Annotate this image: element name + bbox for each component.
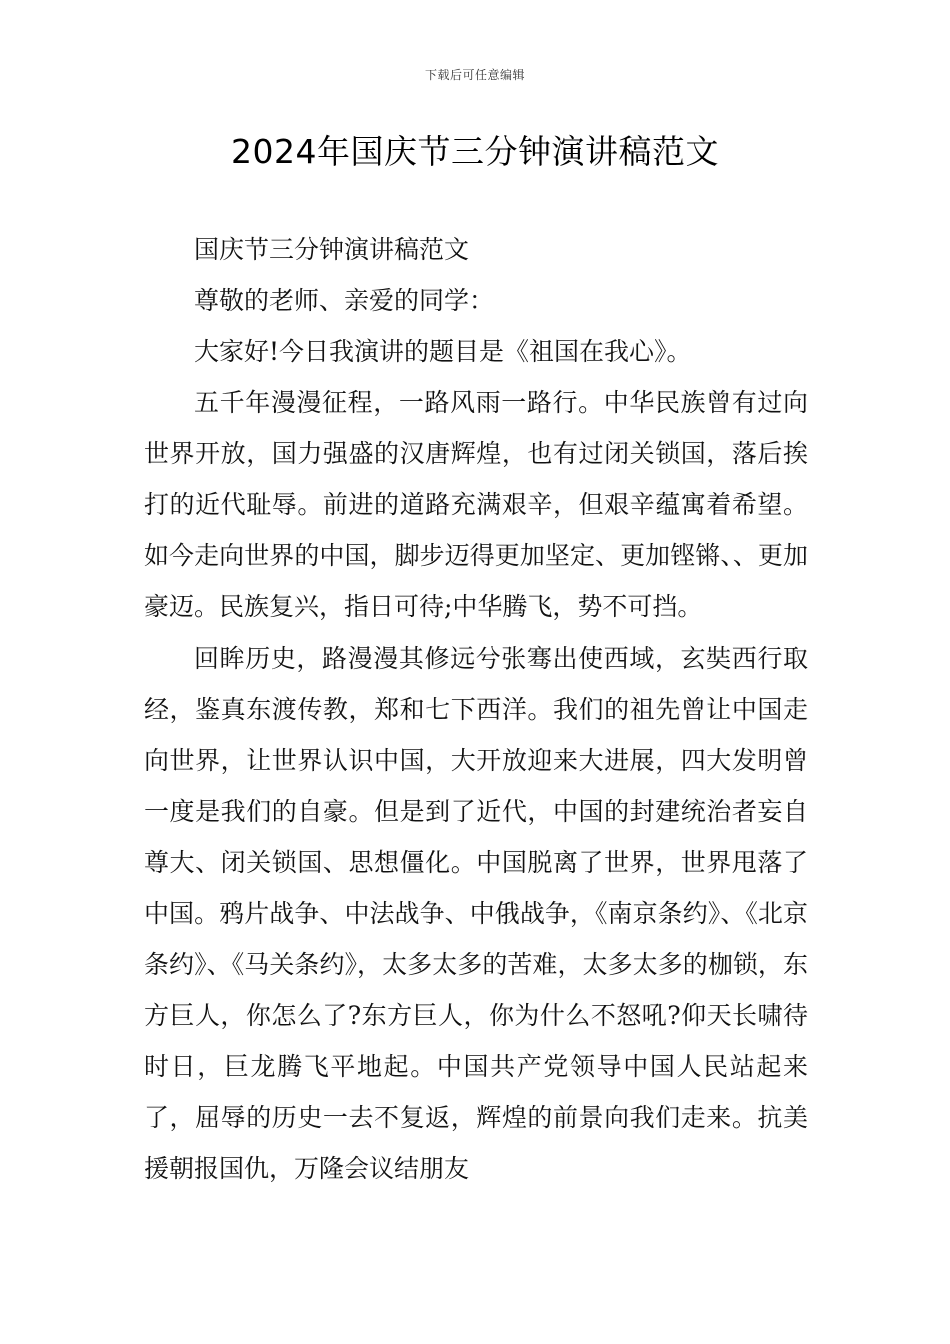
header-note: 下载后可任意编辑 (424, 68, 525, 82)
document-title: 2024年国庆节三分钟演讲稿范文 (231, 132, 719, 171)
document-body (144, 224, 808, 1195)
paragraph-body-2: 回眸历史，路漫漫其修远兮张骞出使西域，玄奘西行取经，鉴真东渡传教，郑和七下西洋。我们的祖先曾让中国走向世界，让世界认识中国，大开放迎来大进展，四大发明曾一度是我们的自豪。但是到了近代，中国的封建统治者妄自尊大、闭关锁国、思想僵化。中国脱离了世界，世界甩落了中国。鸦片战争、中法战争、中俄战争，《南京条约》、《北京条约》、《马关条约》，太多太多的苦难，太多太多的枷锁，东方巨人，你怎么了?东方巨人，你为什么不怒吼?仰天长啸待时日，巨龙腾飞平地起。中国共产党领导中国人民站起来了，屈辱的历史一去不复返，辉煌的前景向我们走来。抗美援朝报国仇，万隆会议结朋友 (144, 644, 808, 1183)
paragraph-subtitle: 国庆节三分钟演讲稿范文 (194, 235, 470, 264)
paragraph-body-1: 五千年漫漫征程，一路风雨一路行。中华民族曾有过向世界开放，国力强盛的汉唐辉煌，也有过闭关锁国，落后挨打的近代耻辱。前进的道路充满艰辛，但艰辛蕴寓着希望。如今走向世界的中国，脚步迈得更加坚定、更加铿锵、、更加豪迈。民族复兴，指日可待;中华腾飞，势不可挡。 (144, 388, 808, 621)
paragraph-salutation: 尊敬的老师、亲爱的同学： (194, 286, 495, 315)
paragraph-greeting: 大家好!今日我演讲的题目是《祖国在我心》。 (194, 337, 692, 366)
